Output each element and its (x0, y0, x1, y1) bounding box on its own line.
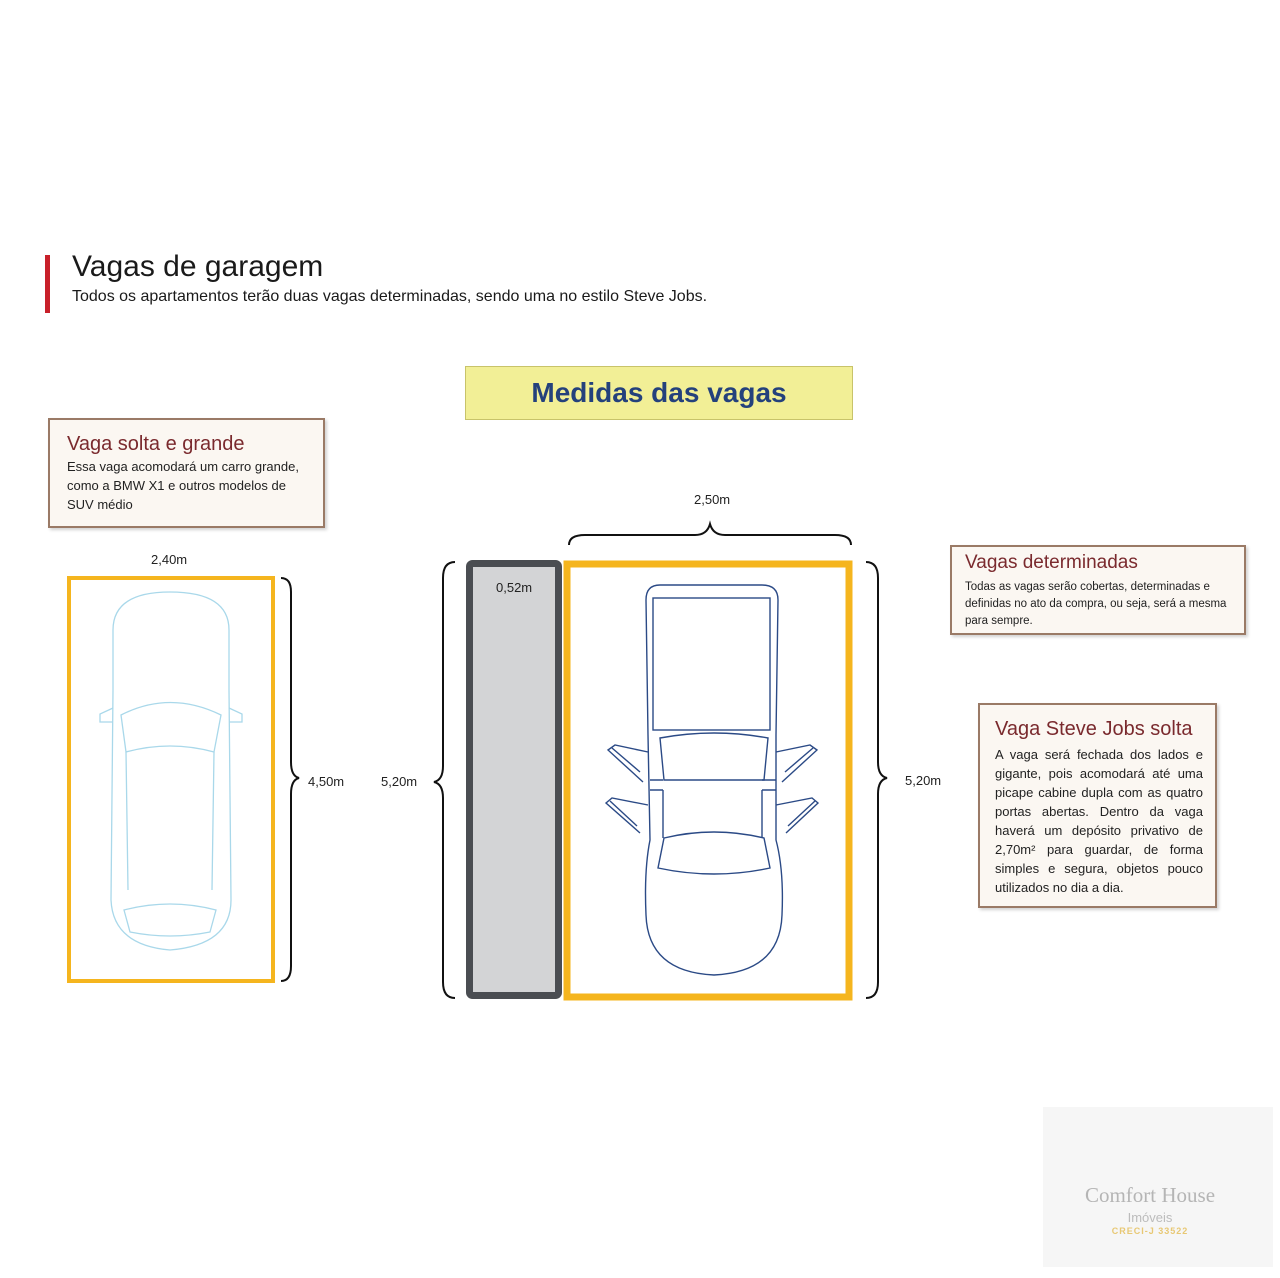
measure-sj-width: 2,50m (694, 492, 731, 507)
measure-solta-width: 2,40m (151, 552, 188, 567)
vaga-solta-title: Vaga solta e grande (67, 433, 245, 455)
measures-banner: Medidas das vagas (465, 366, 853, 420)
deposito-privativo (470, 564, 559, 996)
logo-creci: CRECI-J 33522 (1111, 1226, 1189, 1236)
vaga-steve-jobs-description: A vaga será fechada dos lados e gigante, pois acomodará até uma picape cabine dupla com as quatro portas abertas. Dentro da vaga haverá um depósito privativo de 2,70m² para guardar, de forma simples e segura, objetos pouco utilizados no dia a dia. (995, 747, 1203, 895)
width-bracket-sj (569, 524, 851, 545)
logo-name: Comfort House (1084, 1183, 1216, 1207)
vaga-solta-spot (69, 578, 273, 981)
vaga-steve-jobs-info-box (978, 703, 1217, 908)
vagas-determinadas-description: Todas as vagas serão cobertas, determinadas e definidas no ato da compra, ou seja, será a mesma para sempre. (965, 581, 1227, 627)
vaga-steve-jobs-title: Vaga Steve Jobs solta (995, 718, 1193, 740)
pickup-truck-icon (606, 585, 818, 975)
suv-car-icon (100, 592, 242, 950)
comfort-house-logo (1043, 1107, 1273, 1267)
page-subtitle: Todos os apartamentos terão duas vagas determinadas, sendo uma no estilo Steve Jobs. (72, 288, 708, 305)
vagas-determinadas-info-box (950, 545, 1246, 635)
vaga-solta-info-box (48, 418, 325, 528)
measure-sj-length: 5,20m (905, 773, 942, 788)
logo-sub: Imóveis (1127, 1210, 1173, 1225)
vaga-solta-description: Essa vaga acomodará um carro grande, como a BMW X1 e outros modelos de SUV médio (67, 459, 299, 512)
measure-deposito-width: 0,52m (496, 580, 533, 595)
page-title: Vagas de garagem (72, 250, 324, 283)
measure-deposito-length: 5,20m (381, 774, 418, 789)
length-bracket-sj (866, 562, 887, 998)
length-bracket-solta (281, 578, 299, 981)
vagas-determinadas-title: Vagas determinadas (965, 552, 1138, 573)
measure-solta-length: 4,50m (308, 774, 345, 789)
length-bracket-deposito (434, 562, 455, 998)
